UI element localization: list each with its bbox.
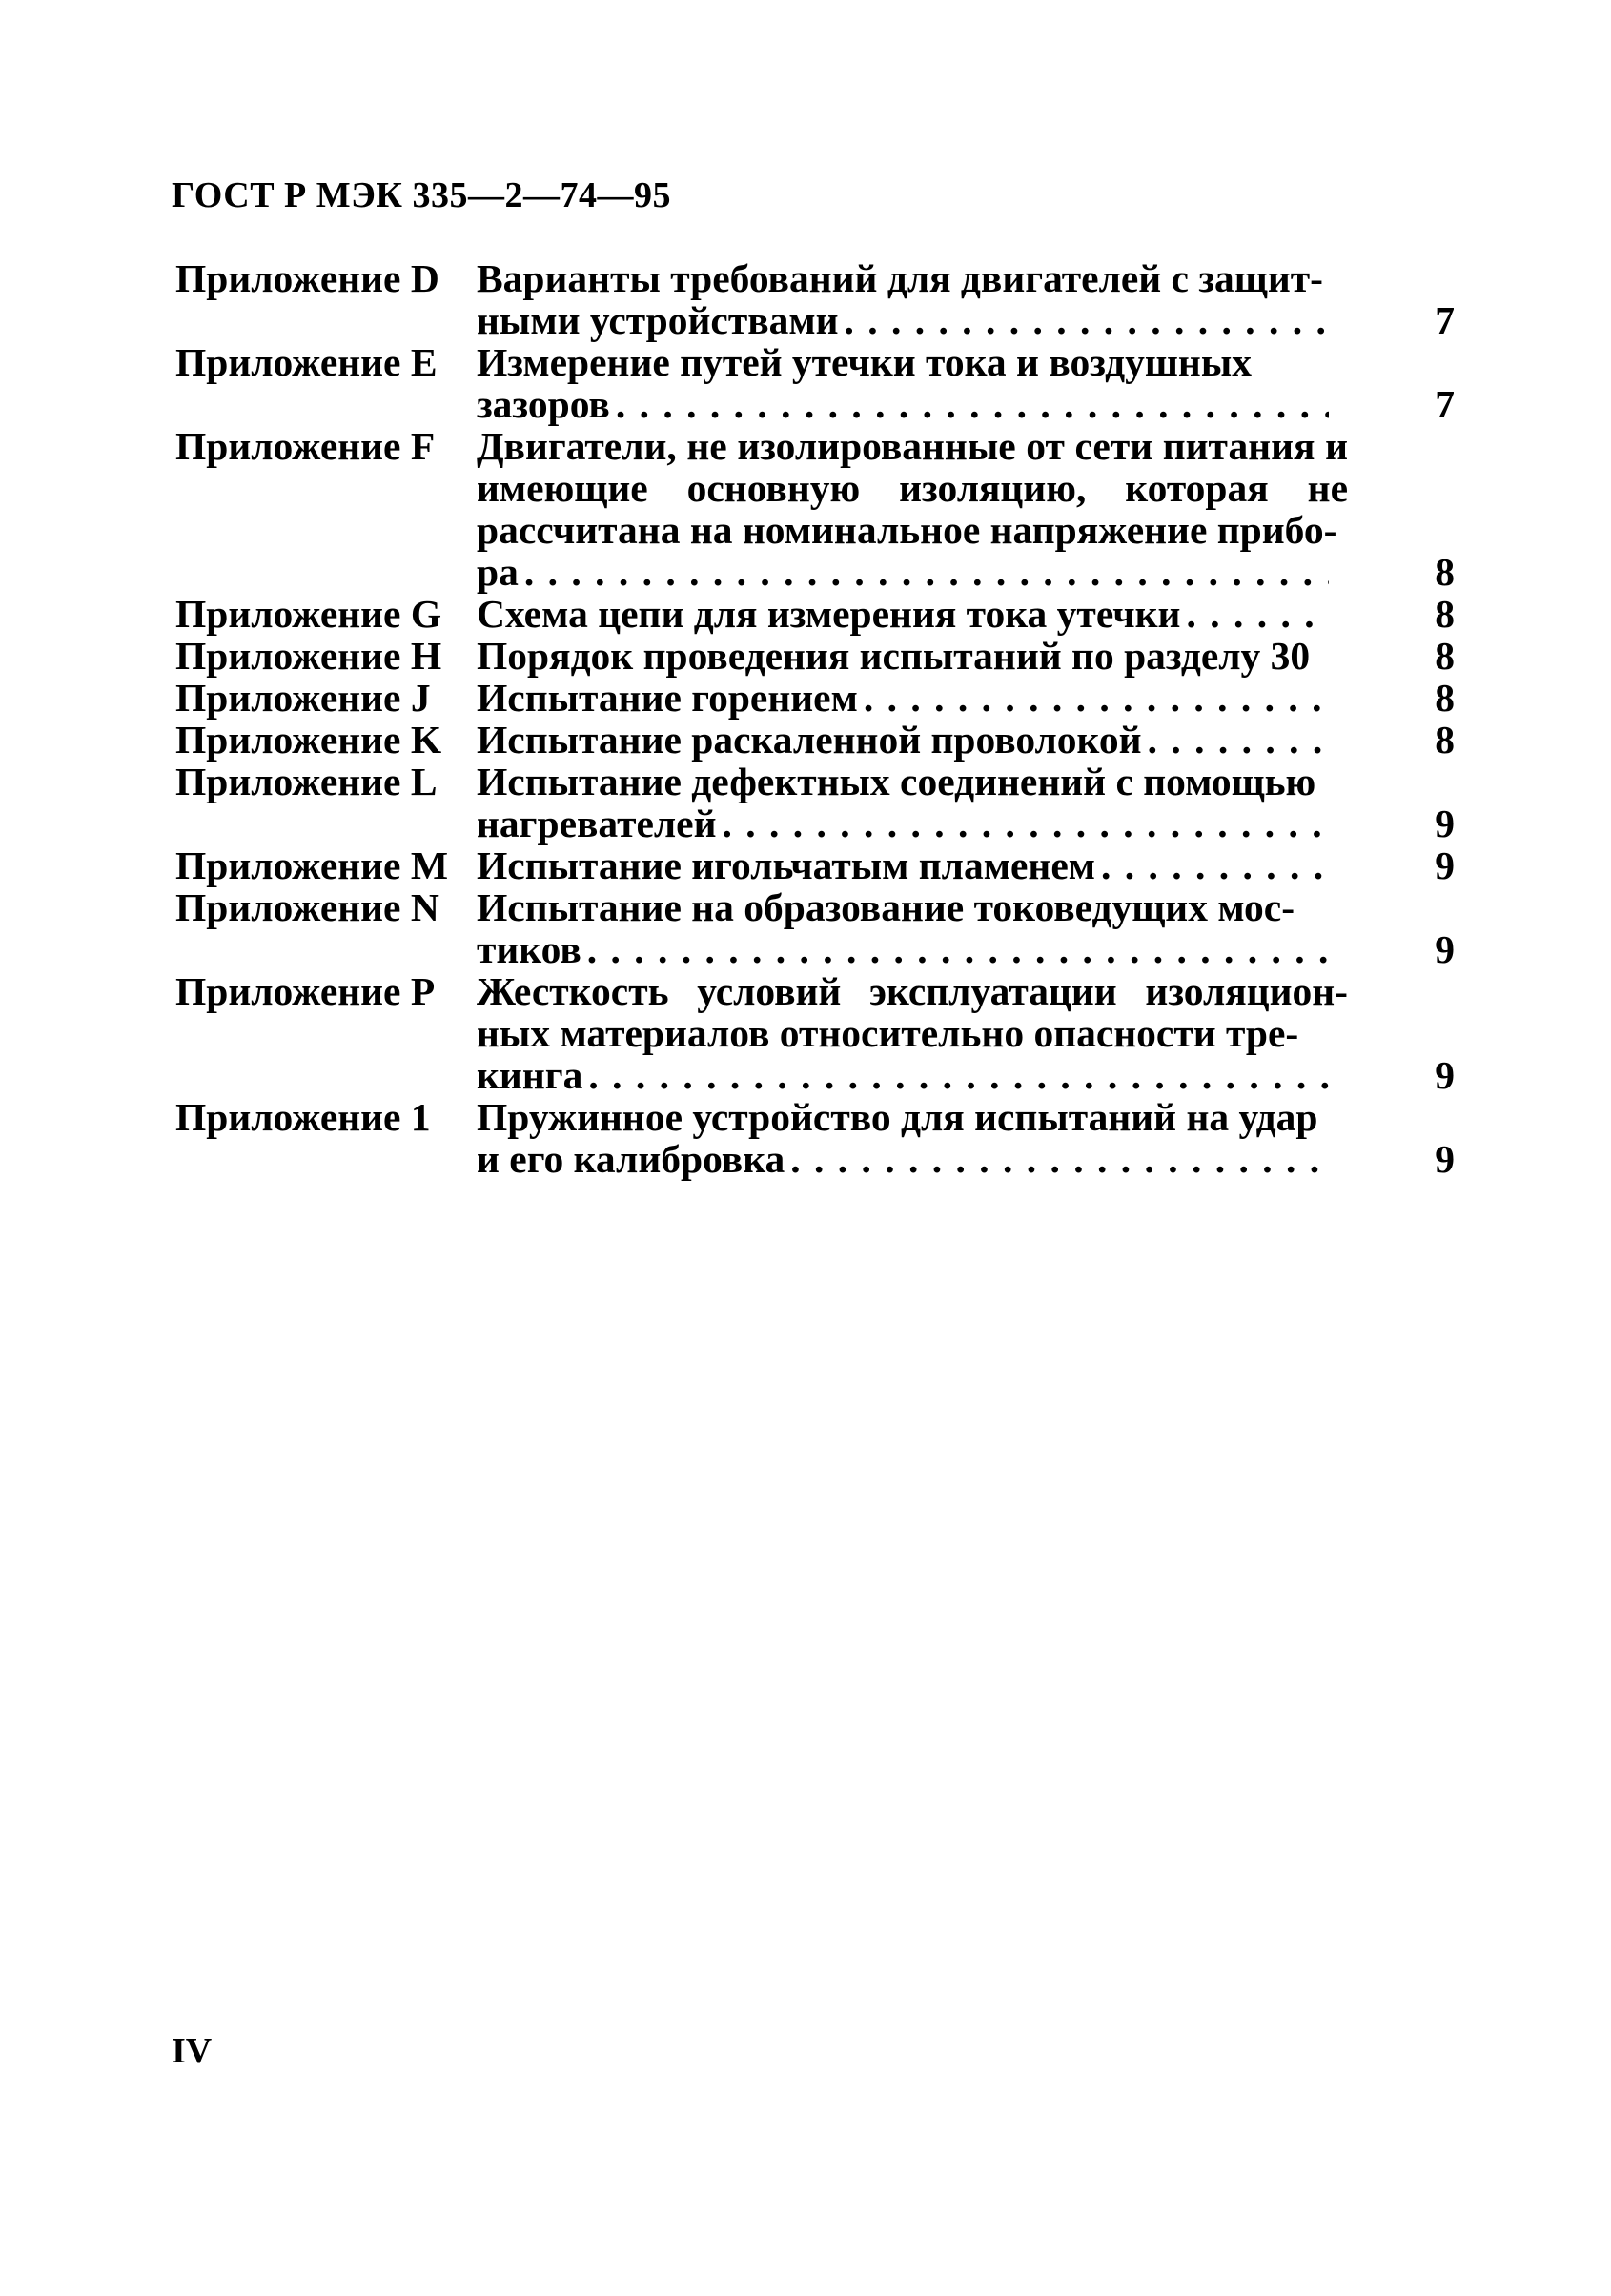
- toc-entry-title: [473, 677, 1348, 719]
- toc-entry-annex-k[interactable]: [172, 719, 1458, 761]
- toc-entry-page: 9: [1435, 802, 1455, 845]
- toc-entry-prefix: Приложение D: [175, 256, 439, 300]
- dot-leader: [864, 677, 1329, 719]
- dot-leader: [616, 383, 1329, 425]
- toc-entry-page: 9: [1435, 1053, 1455, 1097]
- toc-entry-annex-p[interactable]: [172, 970, 1458, 1096]
- dot-leader: [588, 1054, 1329, 1096]
- toc-entry-title-lead: Испытание на образование токоведущих мос-: [477, 885, 1295, 929]
- toc-entry-page: 8: [1435, 550, 1455, 594]
- toc-entry-annex-e[interactable]: [172, 341, 1458, 425]
- toc-entry-title-lead: Измерение путей утечки тока и воздушных: [477, 340, 1252, 384]
- toc-entry-title: [473, 257, 1348, 341]
- toc-entry-title: [473, 761, 1348, 844]
- dot-leader: [1101, 844, 1329, 886]
- document-code-header: ГОСТ Р МЭК 335—2—74—95: [172, 175, 671, 215]
- toc-entry-prefix: Приложение H: [175, 634, 442, 678]
- toc-entry-prefix: Приложение E: [175, 340, 438, 384]
- toc-entry-title-lead: Жесткость условий эксплуатации изоляцион- ных материалов относительно опасности тре-: [477, 969, 1348, 1055]
- dot-leader: [790, 1138, 1329, 1180]
- toc-entry-annex-l[interactable]: [172, 761, 1458, 844]
- toc-entry-page: 8: [1435, 718, 1455, 762]
- toc-entry-prefix: Приложение P: [175, 969, 436, 1013]
- toc-entry-title-tail: Испытание горением: [477, 676, 858, 720]
- dot-leader: [587, 928, 1329, 970]
- toc-entry-title-tail: ными устройствами: [477, 298, 839, 342]
- toc-entry-title-tail: зазоров: [477, 382, 610, 426]
- toc-entry-title-lead: Двигатели, не изолированные от сети питания и имеющие основную изоляцию, которая не рассчитана на номинальное напряжение прибо-: [477, 424, 1348, 552]
- toc-entry-title-tail: нагревателей: [477, 802, 717, 845]
- toc-entry-title: [473, 970, 1348, 1096]
- toc-entry-title: [473, 886, 1348, 970]
- toc-entry-title: [473, 1096, 1348, 1180]
- toc-entry-annex-m[interactable]: [172, 844, 1458, 886]
- dot-leader: [1186, 593, 1329, 635]
- toc-entry-page: 9: [1435, 927, 1455, 971]
- dot-leader: [1148, 719, 1329, 761]
- dot-leader: [845, 299, 1329, 341]
- toc-entry-prefix: Приложение 1: [175, 1095, 431, 1139]
- toc-entry-page: 8: [1435, 676, 1455, 720]
- toc-entry-page: 7: [1435, 382, 1455, 426]
- toc-entry-title-tail: ра: [477, 550, 519, 594]
- toc-entry-title-tail: Испытание раскаленной проволокой: [477, 718, 1142, 762]
- toc-entry-title-tail: Испытание игольчатым пламенем: [477, 843, 1096, 887]
- toc-entry-annex-1[interactable]: [172, 1096, 1458, 1180]
- toc-entry-annex-h[interactable]: [172, 635, 1458, 677]
- toc-entry-title-tail: и его калибровка: [477, 1137, 785, 1181]
- toc-entry-annex-d[interactable]: [172, 257, 1458, 341]
- toc-entry-annex-f[interactable]: [172, 425, 1458, 593]
- toc-entry-title: [473, 635, 1348, 677]
- toc-entry-page: 8: [1435, 634, 1455, 678]
- toc-entry-title-tail: Схема цепи для измерения тока утечки: [477, 592, 1181, 636]
- toc-entry-annex-j[interactable]: [172, 677, 1458, 719]
- page-number: IV: [172, 2031, 213, 2071]
- table-of-contents: [172, 257, 1458, 1180]
- toc-entry-title: [473, 844, 1348, 886]
- toc-entry-prefix: Приложение M: [175, 843, 449, 887]
- toc-entry-title-lead: Испытание дефектных соединений с помощью: [477, 760, 1316, 803]
- dot-leader: [524, 551, 1329, 593]
- toc-entry-prefix: Приложение G: [175, 592, 442, 636]
- toc-entry-title-lead: Варианты требований для двигателей с защит-: [477, 256, 1323, 300]
- toc-entry-page: 9: [1435, 1137, 1455, 1181]
- toc-entry-title-tail: тиков: [477, 927, 581, 971]
- toc-entry-title: [473, 593, 1348, 635]
- toc-entry-prefix: Приложение L: [175, 760, 438, 803]
- toc-entry-title: [473, 719, 1348, 761]
- toc-entry-title-tail: Порядок проведения испытаний по разделу 30: [477, 634, 1311, 678]
- toc-entry-prefix: Приложение F: [175, 424, 436, 468]
- toc-entry-page: 8: [1435, 592, 1455, 636]
- toc-entry-prefix: Приложение N: [175, 885, 439, 929]
- toc-entry-annex-n[interactable]: [172, 886, 1458, 970]
- toc-entry-prefix: Приложение K: [175, 718, 442, 762]
- toc-entry-page: 7: [1435, 298, 1455, 342]
- dot-leader: [723, 803, 1329, 844]
- toc-entry-title-lead: Пружинное устройство для испытаний на удар: [477, 1095, 1318, 1139]
- toc-entry-page: 9: [1435, 843, 1455, 887]
- toc-entry-prefix: Приложение J: [175, 676, 431, 720]
- toc-entry-annex-g[interactable]: [172, 593, 1458, 635]
- toc-entry-title-tail: кинга: [477, 1053, 583, 1097]
- toc-entry-title: [473, 341, 1348, 425]
- toc-entry-title: [473, 425, 1348, 593]
